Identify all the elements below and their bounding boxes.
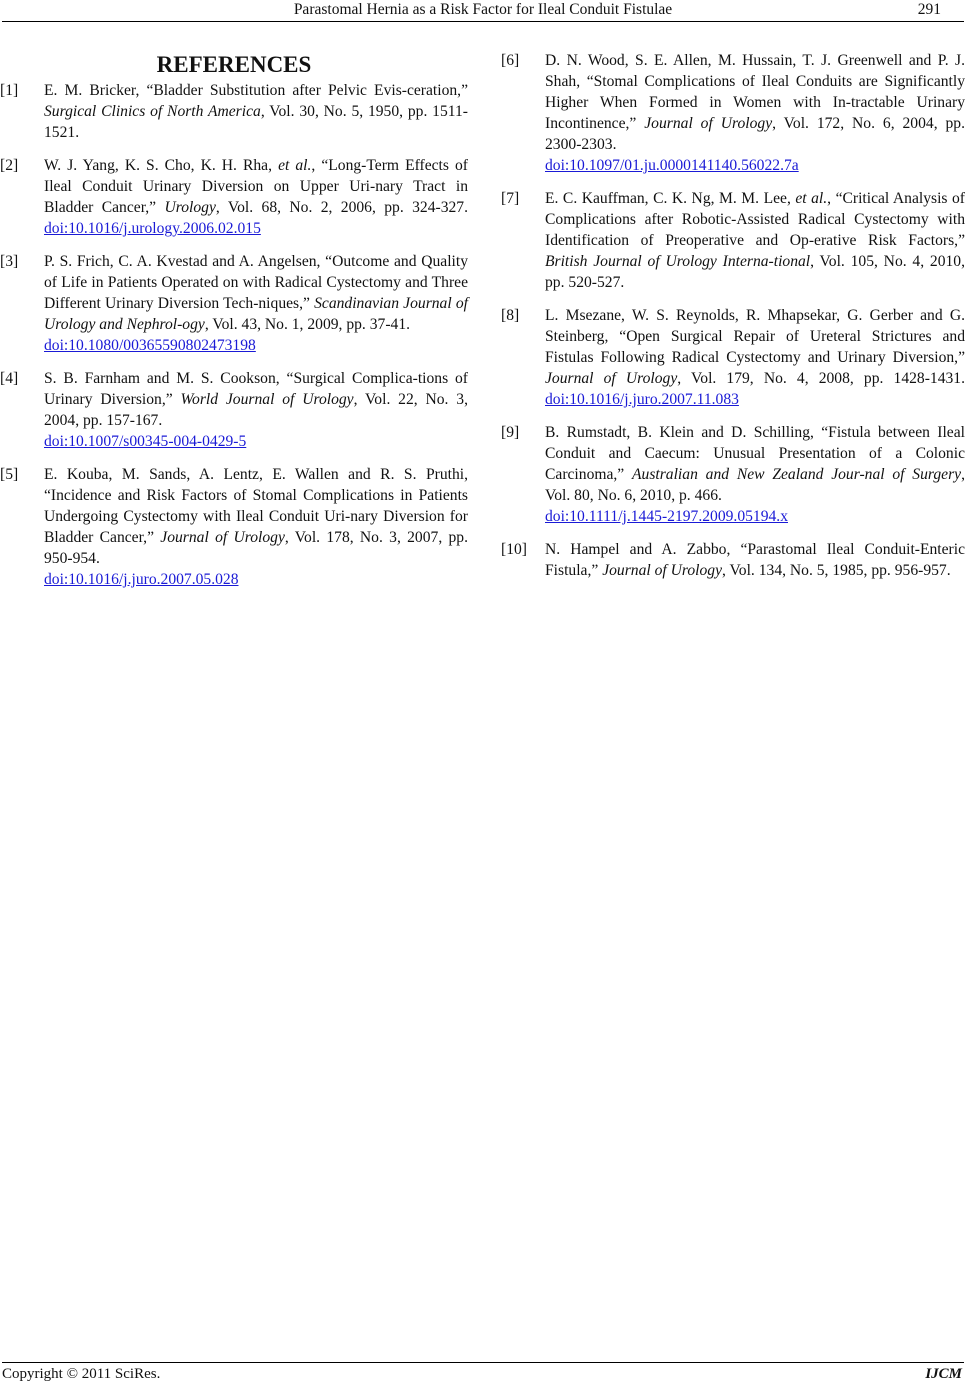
reference-title: , “Critical Analysis of Complications after Robotic-Assisted Radical Cystectomy with Identification of Preoperative and Op-erative Risk Factors,”: [545, 190, 965, 249]
reference-journal: Journal of Urology: [545, 370, 678, 387]
reference-volume-pages: , Vol. 30, No. 5, 1950, pp. 1511-1521.: [44, 103, 468, 141]
reference-number: [9]: [501, 424, 520, 441]
reference-volume-pages: , Vol. 179, No. 4, 2008, pp. 1428-1431.: [677, 370, 965, 387]
reference-number: [4]: [0, 370, 19, 387]
reference-journal: Australian and New Zealand Jour-nal of Surgery: [632, 466, 962, 483]
running-title: Parastomal Hernia as a Risk Factor for Ileal Conduit Fistulae: [293, 1, 673, 18]
reference-text: [44, 251, 468, 356]
reference-number: [2]: [0, 157, 19, 174]
reference-number: [7]: [501, 190, 520, 207]
reference-authors-title: E. Kouba, M. Sands, A. Lentz, E. Wallen and R. S. Pruthi, “Incidence and Risk Factors of Stomal Complications in Patients Undergoing Cystectomy with Ileal Conduit Uri-nary Diversion for Bladder Cancer,”: [44, 466, 468, 546]
reference-authors-title: N. Hampel and A. Zabbo, “Parastomal Ileal Conduit-Enteric Fistula,”: [545, 541, 965, 579]
reference-text: [44, 155, 468, 239]
reference-journal: Scandinavian Journal of Urology and Nephrol-ogy: [44, 295, 468, 333]
reference-authors-title: E. C. Kauffman, C. K. Ng, M. M. Lee,: [545, 190, 796, 207]
reference-journal: World Journal of Urology: [180, 391, 354, 408]
reference-number: [5]: [0, 466, 19, 483]
reference-volume-pages: , Vol. 80, No. 6, 2010, p. 466.: [545, 466, 965, 504]
footer-rule: [2, 1362, 964, 1363]
reference-item: [0, 251, 468, 356]
references-column-right: [501, 50, 965, 593]
reference-et-al: et al.: [278, 157, 312, 174]
reference-authors-title: W. J. Yang, K. S. Cho, K. H. Rha,: [44, 157, 279, 174]
reference-journal: Urology: [164, 199, 216, 216]
doi-link[interactable]: doi:10.1111/j.1445-2197.2009.05194.x: [545, 508, 788, 525]
reference-authors-title: S. B. Farnham and M. S. Cookson, “Surgical Complica-tions of Urinary Diversion,”: [44, 370, 468, 408]
reference-item: [0, 155, 468, 239]
reference-et-al: et al.: [795, 190, 828, 207]
reference-text: [545, 188, 965, 293]
header-rule: [2, 21, 964, 22]
reference-journal: Journal of Urology: [644, 115, 773, 132]
reference-item: [0, 464, 468, 590]
reference-volume-pages: , Vol. 68, No. 2, 2006, pp. 324-327.: [215, 199, 468, 216]
reference-authors-title: L. Msezane, W. S. Reynolds, R. Mhapsekar, G. Gerber and G. Steinberg, “Open Surgical Repair of Ureteral Strictures and Fistulas Following Radical Cystectomy and Urinary Diversion,”: [545, 307, 965, 366]
reference-number: [3]: [0, 253, 19, 270]
reference-text: [44, 80, 468, 143]
reference-text: [545, 422, 965, 527]
reference-text: [545, 50, 965, 176]
reference-text: [545, 305, 965, 410]
reference-number: [6]: [501, 52, 520, 69]
references-column-left: [0, 50, 468, 602]
reference-text: [44, 368, 468, 452]
reference-list-right: [501, 50, 965, 581]
reference-title: , “Long-Term Effects of Ileal Conduit Urinary Diversion on Upper Uri-nary Tract in Bladder Cancer,”: [44, 157, 468, 216]
copyright-notice: Copyright © 2011 SciRes.: [2, 1366, 161, 1382]
reference-text: [44, 464, 468, 590]
reference-item: [501, 422, 965, 527]
reference-number: [8]: [501, 307, 520, 324]
page-footer: [0, 1362, 966, 1386]
page-number: 291: [917, 1, 941, 18]
doi-link[interactable]: doi:10.1016/j.urology.2006.02.015: [44, 220, 261, 237]
reference-item: [0, 80, 468, 143]
reference-item: [501, 50, 965, 176]
reference-list-left: [0, 80, 468, 590]
reference-journal: British Journal of Urology Interna-tional: [545, 253, 811, 270]
reference-item: [501, 188, 965, 293]
reference-authors-title: P. S. Frich, C. A. Kvestad and A. Angelsen, “Outcome and Quality of Life in Patients Operated on with Radical Cystectomy and Three Different Urinary Diversion Tech-niques,”: [44, 253, 468, 312]
reference-item: [501, 305, 965, 410]
reference-volume-pages: , Vol. 105, No. 4, 2010, pp. 520-527.: [545, 253, 965, 291]
doi-link[interactable]: doi:10.1016/j.juro.2007.11.083: [545, 391, 739, 408]
reference-authors-title: B. Rumstadt, B. Klein and D. Schilling, “Fistula between Ileal Conduit and Caecum: Unusual Presentation of a Colonic Carcinoma,”: [545, 424, 965, 483]
doi-link[interactable]: doi:10.1080/00365590802473198: [44, 337, 256, 354]
reference-number: [1]: [0, 82, 19, 99]
journal-abbreviation: IJCM: [925, 1366, 962, 1382]
reference-authors-title: E. M. Bricker, “Bladder Substitution after Pelvic Evis-ceration,”: [44, 82, 468, 99]
reference-text: [545, 539, 965, 581]
reference-volume-pages: , Vol. 178, No. 3, 2007, pp. 950-954.: [44, 529, 468, 567]
doi-link[interactable]: doi:10.1007/s00345-004-0429-5: [44, 433, 247, 450]
reference-volume-pages: , Vol. 22, No. 3, 2004, pp. 157-167.: [44, 391, 468, 429]
reference-journal: Journal of Urology: [160, 529, 285, 546]
reference-volume-pages: , Vol. 172, No. 6, 2004, pp. 2300-2303.: [545, 115, 965, 153]
doi-link[interactable]: doi:10.1097/01.ju.0000141140.56022.7a: [545, 157, 799, 174]
references-heading: REFERENCES: [156, 52, 312, 77]
reference-number: [10]: [501, 541, 527, 558]
reference-volume-pages: , Vol. 43, No. 1, 2009, pp. 37-41.: [204, 316, 411, 333]
reference-journal: Journal of Urology: [602, 562, 723, 579]
running-header: [0, 0, 966, 20]
reference-volume-pages: , Vol. 134, No. 5, 1985, pp. 956-957.: [722, 562, 951, 579]
reference-item: [0, 368, 468, 452]
reference-authors-title: D. N. Wood, S. E. Allen, M. Hussain, T. J. Greenwell and P. J. Shah, “Stomal Complications of Ileal Conduits are Significantly Higher When Formed in Women with In-tractable Urinary Incontinence,”: [545, 52, 965, 132]
reference-journal: Surgical Clinics of North America: [44, 103, 261, 120]
reference-item: [501, 539, 965, 581]
doi-link[interactable]: doi:10.1016/j.juro.2007.05.028: [44, 571, 239, 588]
